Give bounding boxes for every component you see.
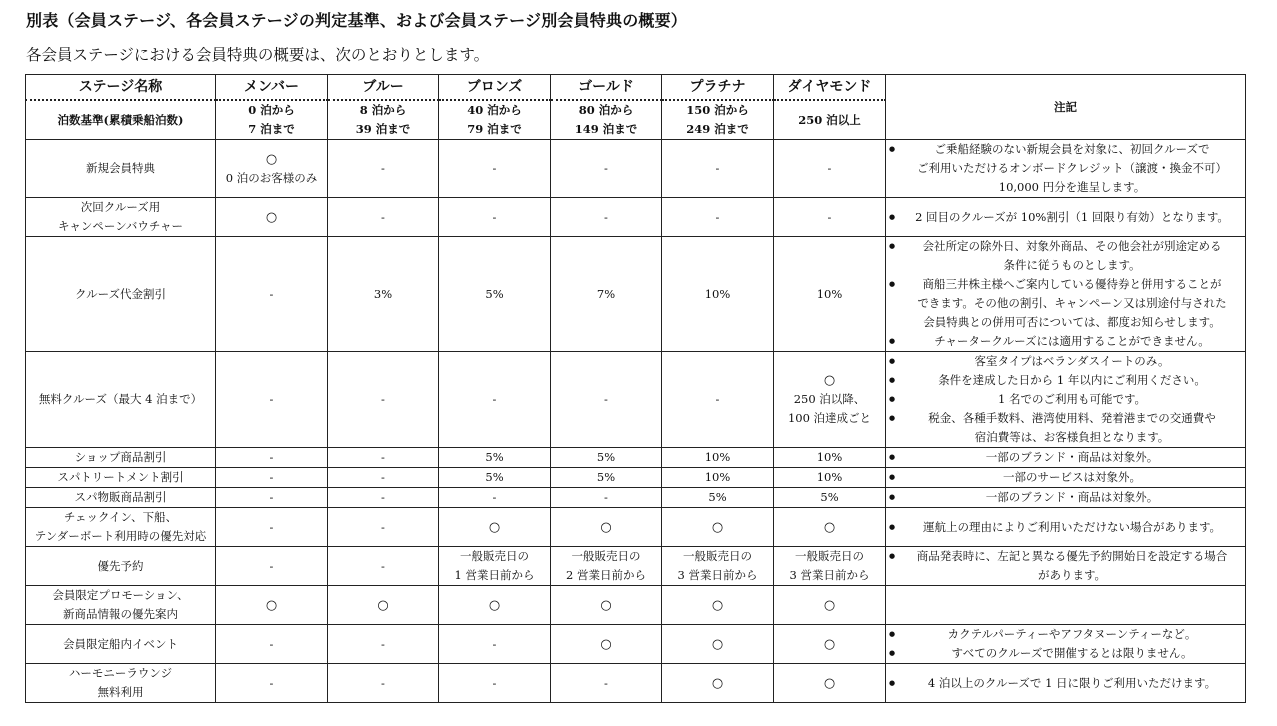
available-mark: ○ — [711, 597, 724, 613]
cell-line: - — [269, 558, 274, 573]
benefit-notes — [886, 625, 1246, 664]
cell-line: 10% — [704, 286, 731, 301]
benefit-notes — [886, 586, 1246, 625]
cell-line: - — [381, 675, 385, 690]
note-item: ● 1 名でのご利用も可能です。 — [889, 390, 1242, 409]
stage-benefit-cell — [439, 198, 551, 237]
available-mark: ○ — [600, 597, 612, 613]
cell-line: 250 泊以降、 — [793, 392, 866, 406]
cell-line: 5% — [820, 490, 839, 504]
cell-line: 一般販売日の — [795, 549, 864, 563]
note-item: ● 客室タイプはベランダスイートのみ。 — [889, 352, 1242, 371]
note-item: ● 4 泊以上のクルーズで 1 日に限りご利用いただけます。 — [889, 674, 1242, 693]
benefit-row — [26, 448, 1246, 468]
note-item: ● すべてのクルーズで開催するとは限りません。 — [889, 644, 1242, 663]
stage-benefit-cell — [662, 198, 774, 237]
stage-benefit-cell — [216, 586, 328, 625]
stage-benefit-cell — [439, 625, 551, 664]
benefit-label-line: 無料クルーズ（最大 4 泊まで） — [38, 392, 203, 406]
benefit-label-line: キャンペーンバウチャー — [57, 219, 184, 233]
available-mark: ○ — [265, 209, 278, 225]
benefit-row — [26, 352, 1246, 448]
stage-benefit-cell — [774, 448, 886, 468]
cell-line: - — [381, 519, 385, 534]
stage-benefit-cell — [439, 468, 551, 488]
available-mark: ○ — [600, 519, 612, 535]
cell-line: 100 泊達成ごと — [787, 411, 872, 425]
benefit-label-line: ショップ商品割引 — [74, 450, 167, 464]
stage-benefit-cell — [662, 664, 774, 703]
note-item: ● 一部のサービスは対象外。 — [889, 468, 1242, 487]
document-subtitle: 各会員ステージにおける会員特典の概要は、次のとおりとします。 — [26, 46, 490, 64]
stage-benefit-cell — [662, 625, 774, 664]
stage-benefit-cell — [551, 488, 662, 508]
benefit-label-line: テンダーボート利用時の優先対応 — [34, 529, 207, 543]
available-mark: ○ — [823, 597, 836, 613]
cell-line: 一般販売日の — [683, 549, 752, 563]
cell-line: 5% — [485, 450, 504, 464]
cell-line: - — [715, 209, 720, 224]
stage-benefit-cell — [551, 586, 662, 625]
cell-line: - — [715, 392, 720, 406]
benefit-notes — [886, 468, 1246, 488]
stage-benefit-cell — [328, 468, 439, 488]
stage-benefit-cell — [551, 664, 662, 703]
stage-benefit-cell — [216, 352, 328, 448]
cell-line: 5% — [485, 286, 504, 301]
stage-benefit-cell — [662, 508, 774, 547]
available-mark: ○ — [823, 373, 836, 388]
stage-benefit-cell — [439, 140, 551, 198]
stage-benefit-cell — [439, 488, 551, 508]
notes-list — [889, 237, 1242, 351]
cell-line: - — [492, 209, 497, 224]
cell-line: - — [492, 161, 497, 175]
criteria-cell: 150 泊から 249 泊まで — [662, 100, 774, 140]
stage-benefit-cell — [439, 508, 551, 547]
criteria-cell: 80 泊から 149 泊まで — [551, 100, 662, 140]
stage-benefit-cell — [328, 488, 439, 508]
cell-line: - — [269, 636, 274, 651]
note-item: ● 商品発表時に、左記と異なる優先予約開始日を設定する場合 があります。 — [889, 547, 1242, 585]
cell-line: 10% — [704, 450, 731, 464]
available-mark: ○ — [711, 636, 724, 652]
note-item: ● 運航上の理由によりご利用いただけない場合があります。 — [889, 518, 1242, 537]
stage-benefit-cell — [774, 140, 886, 198]
stage-benefit-cell — [662, 468, 774, 488]
cell-line: - — [269, 286, 274, 301]
stage-benefit-cell — [551, 352, 662, 448]
cell-line: - — [492, 675, 497, 690]
notes-list — [889, 488, 1242, 507]
benefit-notes — [886, 508, 1246, 547]
stage-benefit-cell — [328, 448, 439, 468]
stage-benefit-cell — [216, 488, 328, 508]
cell-line: - — [269, 392, 274, 406]
cell-line: - — [492, 636, 497, 651]
benefit-notes — [886, 198, 1246, 237]
cell-line: - — [604, 490, 608, 504]
cell-line: - — [381, 209, 385, 224]
cell-line: - — [827, 161, 832, 175]
stage-benefit-cell — [216, 508, 328, 547]
stage-benefit-cell — [439, 448, 551, 468]
benefit-label — [26, 547, 216, 586]
criteria-label: 泊数基準(累積乗船泊数) — [26, 100, 216, 140]
stage-benefit-cell — [328, 664, 439, 703]
header-notes: 注記 — [886, 75, 1246, 140]
notes-list — [889, 518, 1242, 537]
benefit-notes — [886, 352, 1246, 448]
benefit-label-line: スパトリートメント割引 — [57, 470, 184, 484]
stage-benefit-cell — [439, 586, 551, 625]
cell-line: 10% — [816, 450, 843, 464]
stage-benefit-cell — [774, 198, 886, 237]
notes-list — [889, 625, 1242, 663]
note-item: ● 2 回目のクルーズが 10%割引（1 回限り有効）となります。 — [889, 208, 1242, 227]
cell-line: 10% — [704, 470, 731, 484]
stage-benefit-cell — [662, 237, 774, 352]
benefit-notes — [886, 448, 1246, 468]
stage-benefit-cell — [551, 625, 662, 664]
stage-benefit-cell — [662, 488, 774, 508]
cell-line: - — [715, 161, 720, 175]
available-mark: ○ — [377, 597, 389, 613]
available-mark: ○ — [823, 636, 836, 652]
stage-benefit-cell — [774, 664, 886, 703]
available-mark: ○ — [600, 636, 612, 652]
note-item: ● チャータークルーズには適用することができません。 — [889, 332, 1242, 351]
header-stage-name: ステージ名称 — [26, 75, 216, 101]
cell-line: - — [604, 675, 608, 690]
cell-line: 3 営業日前から — [677, 568, 758, 582]
benefit-row — [26, 547, 1246, 586]
benefit-row — [26, 664, 1246, 703]
cell-line: - — [492, 490, 497, 504]
header-stage: メンバー — [216, 75, 328, 101]
note-item: ● カクテルパーティーやアフタヌーンティーなど。 — [889, 625, 1242, 644]
benefit-label — [26, 586, 216, 625]
cell-line: 3 営業日前から — [789, 568, 870, 582]
header-stage: ブルー — [328, 75, 439, 101]
available-mark: ○ — [823, 675, 836, 691]
notes-list — [889, 140, 1242, 197]
header-stage: ゴールド — [551, 75, 662, 101]
stage-benefit-cell — [774, 488, 886, 508]
benefit-label — [26, 468, 216, 488]
cell-line: 3% — [373, 286, 393, 301]
header-stage: ブロンズ — [439, 75, 551, 101]
document-title: 別表（会員ステージ、各会員ステージの判定基準、および会員ステージ別会員特典の概要） — [26, 11, 688, 30]
cell-line: 5% — [596, 450, 616, 464]
cell-line: - — [381, 161, 385, 175]
cell-line: - — [381, 558, 385, 573]
stage-benefit-cell — [439, 352, 551, 448]
cell-line: 0 泊のお客様のみ — [225, 170, 318, 185]
cell-line: - — [604, 161, 608, 175]
benefit-label — [26, 352, 216, 448]
cell-line: 5% — [596, 470, 616, 484]
notes-list — [889, 468, 1242, 487]
benefit-label-line: 会員限定プロモーション、 — [52, 588, 189, 602]
stage-benefit-cell — [328, 198, 439, 237]
available-mark: ○ — [488, 519, 501, 535]
available-mark: ○ — [711, 675, 724, 691]
available-mark: ○ — [711, 519, 724, 535]
criteria-cell: 40 泊から 79 泊まで — [439, 100, 551, 140]
stage-benefit-cell — [774, 468, 886, 488]
note-item: ● 商船三井株主様へご案内している優待券と併用することが できます。その他の割引、キャンペーン又は別途付与された 会員特典との併用可否については、都度お知らせします。 — [889, 275, 1242, 332]
notes-list — [889, 448, 1242, 467]
stage-benefit-cell — [774, 237, 886, 352]
stage-benefit-cell — [551, 448, 662, 468]
notes-list — [889, 208, 1242, 227]
cell-line: 5% — [708, 490, 727, 504]
header-stage: プラチナ — [662, 75, 774, 101]
note-item: ● 一部のブランド・商品は対象外。 — [889, 448, 1242, 467]
cell-line: 10% — [816, 470, 843, 484]
cell-line: - — [381, 490, 385, 504]
benefit-row — [26, 625, 1246, 664]
stage-benefit-cell — [551, 237, 662, 352]
cell-line: 2 営業日前から — [566, 568, 646, 582]
cell-line: - — [381, 392, 385, 406]
benefit-label-line: 無料利用 — [97, 685, 144, 699]
stage-benefit-cell — [774, 586, 886, 625]
stage-benefit-cell — [662, 352, 774, 448]
cell-line: - — [604, 209, 608, 224]
benefit-label — [26, 664, 216, 703]
stage-benefit-cell — [216, 140, 328, 198]
cell-line: - — [604, 392, 608, 406]
cell-line: - — [827, 209, 832, 224]
stage-benefit-cell — [662, 586, 774, 625]
benefit-row — [26, 586, 1246, 625]
benefit-row — [26, 468, 1246, 488]
benefit-label-line: ハーモニーラウンジ — [68, 666, 173, 680]
benefit-notes — [886, 140, 1246, 198]
criteria-cell: 8 泊から 39 泊まで — [328, 100, 439, 140]
stage-benefit-cell — [216, 547, 328, 586]
cell-line: 5% — [485, 470, 504, 484]
benefit-label — [26, 488, 216, 508]
stage-benefit-cell — [662, 448, 774, 468]
stage-benefit-cell — [439, 547, 551, 586]
benefits-table — [25, 74, 1246, 703]
benefit-row — [26, 237, 1246, 352]
stage-benefit-cell — [774, 508, 886, 547]
benefit-row — [26, 140, 1246, 198]
available-mark: ○ — [488, 597, 501, 613]
stage-benefit-cell — [216, 468, 328, 488]
cell-line: - — [381, 470, 385, 484]
benefit-row — [26, 508, 1246, 547]
available-mark: ○ — [823, 519, 836, 535]
benefit-row — [26, 488, 1246, 508]
stage-benefit-cell — [328, 140, 439, 198]
stage-benefit-cell — [551, 547, 662, 586]
available-mark: ○ — [265, 151, 278, 167]
stage-benefit-cell — [328, 625, 439, 664]
stage-benefit-cell — [328, 237, 439, 352]
benefit-row — [26, 198, 1246, 237]
available-mark: ○ — [265, 597, 278, 613]
notes-list — [889, 352, 1242, 447]
stage-benefit-cell — [216, 237, 328, 352]
cell-line: - — [269, 519, 274, 534]
benefit-notes — [886, 547, 1246, 586]
benefit-label-line: 次回クルーズ用 — [80, 200, 161, 214]
benefit-label-line: チェックイン、下船、 — [63, 510, 178, 524]
cell-line: - — [492, 392, 497, 406]
benefit-label — [26, 140, 216, 198]
benefit-label-line: スパ物販商品割引 — [74, 490, 167, 504]
benefit-notes — [886, 488, 1246, 508]
stage-benefit-cell — [774, 547, 886, 586]
stage-benefit-cell — [216, 625, 328, 664]
benefits-body — [26, 140, 1246, 703]
cell-line: 一般販売日の — [460, 549, 529, 563]
notes-list — [889, 674, 1242, 693]
criteria-cell: 0 泊から 7 泊まで — [216, 100, 328, 140]
benefit-label — [26, 508, 216, 547]
stage-benefit-cell — [662, 140, 774, 198]
benefit-label — [26, 448, 216, 468]
stage-benefit-cell — [328, 352, 439, 448]
cell-line: 7% — [596, 286, 616, 301]
stage-benefit-cell — [216, 198, 328, 237]
stage-benefit-cell — [328, 508, 439, 547]
stage-benefit-cell — [774, 352, 886, 448]
stage-benefit-cell — [439, 237, 551, 352]
benefit-label-line: 会員限定船内イベント — [63, 636, 178, 651]
cell-line: - — [269, 675, 274, 690]
stage-benefit-cell — [662, 547, 774, 586]
benefit-label — [26, 625, 216, 664]
cell-line: - — [269, 470, 274, 484]
note-item: ● ご乗船経験のない新規会員を対象に、初回クルーズで ご利用いただけるオンボードクレジット（譲渡・換金不可） 10,000 円分を進呈します。 — [889, 140, 1242, 197]
stage-benefit-cell — [551, 198, 662, 237]
stage-benefit-cell — [439, 664, 551, 703]
stage-benefit-cell — [551, 468, 662, 488]
stage-benefit-cell — [328, 586, 439, 625]
cell-line: - — [269, 450, 274, 464]
cell-line: - — [381, 636, 385, 651]
benefit-label — [26, 198, 216, 237]
stage-benefit-cell — [328, 547, 439, 586]
header-stage: ダイヤモンド — [774, 75, 886, 101]
benefit-label — [26, 237, 216, 352]
benefit-label-line: 新規会員特典 — [86, 161, 155, 175]
stage-benefit-cell — [551, 140, 662, 198]
benefit-label-line: クルーズ代金割引 — [74, 286, 167, 301]
notes-list — [889, 547, 1242, 585]
note-item: ● 税金、各種手数料、港湾使用料、発着港までの交通費や 宿泊費等は、お客様負担となります。 — [889, 409, 1242, 447]
benefit-label-line: 優先予約 — [97, 558, 144, 573]
note-item: ● 一部のブランド・商品は対象外。 — [889, 488, 1242, 507]
stage-benefit-cell — [216, 448, 328, 468]
cell-line: 1 営業日前から — [454, 568, 535, 582]
header-row — [26, 75, 1246, 101]
note-item: ● 会社所定の除外日、対象外商品、その他会社が別途定める 条件に従うものとします。 — [889, 237, 1242, 275]
stage-benefit-cell — [774, 625, 886, 664]
benefit-notes — [886, 664, 1246, 703]
cell-line: 10% — [816, 286, 843, 301]
stage-benefit-cell — [551, 508, 662, 547]
cell-line: - — [381, 450, 385, 464]
benefit-notes — [886, 237, 1246, 352]
benefit-label-line: 新商品情報の優先案内 — [63, 607, 178, 621]
stage-benefit-cell — [216, 664, 328, 703]
note-item: ● 条件を達成した日から 1 年以内にご利用ください。 — [889, 371, 1242, 390]
cell-line: 一般販売日の — [571, 549, 641, 563]
criteria-cell: 250 泊以上 — [774, 100, 886, 140]
cell-line: - — [269, 490, 274, 504]
